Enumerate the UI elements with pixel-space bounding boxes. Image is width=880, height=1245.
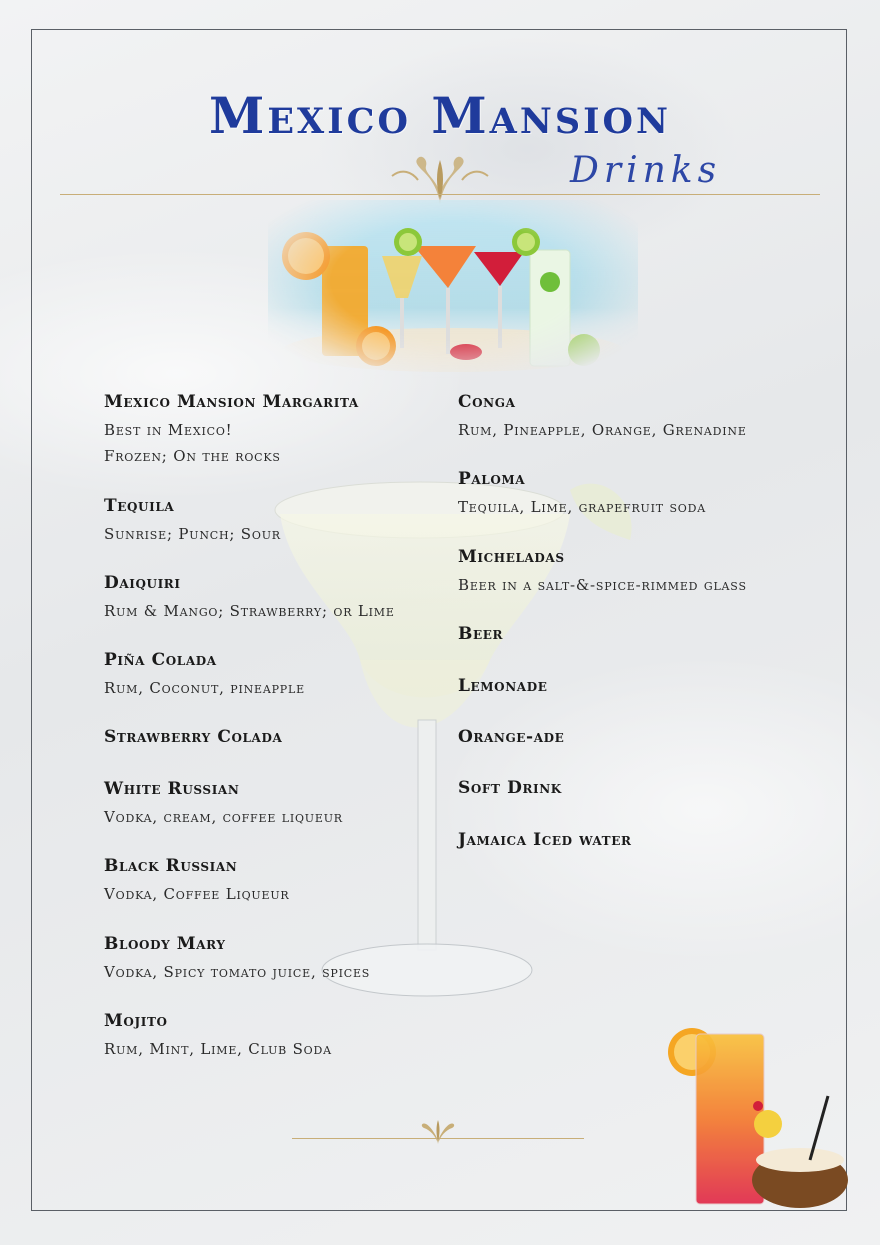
drink-name: Bloody Mary	[104, 934, 226, 954]
drink-description: Vodka, Coffee Liqueur	[104, 885, 290, 903]
menu-item-micheladas	[458, 547, 747, 598]
menu-item-mexico-mansion-margarita	[104, 392, 359, 469]
drink-name: Micheladas	[458, 547, 565, 567]
drink-name: White Russian	[104, 779, 240, 799]
drink-name: Orange-ade	[458, 727, 565, 747]
drink-name: Piña Colada	[104, 650, 217, 670]
drink-name: Beer	[458, 624, 504, 644]
drink-description: Rum, Coconut, pineapple	[104, 679, 305, 697]
menu-item-conga	[458, 392, 747, 443]
menu-item-jamaica-iced-water	[458, 830, 632, 850]
menu-item-mojito	[104, 1011, 332, 1062]
menu-item-orange-ade	[458, 727, 564, 747]
drink-description: Rum, Pineapple, Orange, Grenadine	[458, 421, 747, 439]
drink-name: Conga	[458, 392, 516, 412]
drink-description: Vodka, cream, coffee liqueur	[104, 808, 343, 826]
drink-name: Strawberry Colada	[104, 727, 283, 747]
menu-title: Mexico Mansion	[209, 86, 671, 145]
menu-item-tequila	[104, 496, 281, 547]
fleur-ornament-small-icon	[416, 1118, 460, 1146]
menu-item-paloma	[458, 469, 706, 520]
drink-name: Black Russian	[104, 856, 238, 876]
cocktails-beach-image	[268, 200, 638, 380]
menu-item-soft-drink	[458, 778, 562, 798]
drink-name: Tequila	[104, 496, 175, 516]
drink-name: Soft Drink	[458, 778, 562, 798]
drink-description: Rum & Mango; Strawberry; or Lime	[104, 602, 395, 620]
menu-subtitle: Drinks	[570, 150, 722, 191]
drink-name: Paloma	[458, 469, 526, 489]
drink-description: Vodka, Spicy tomato juice, spices	[104, 963, 371, 981]
drink-name: Mexico Mansion Margarita	[104, 392, 359, 412]
menu-item-lemonade	[458, 676, 547, 696]
drink-name: Daiquiri	[104, 573, 181, 593]
menu-item-black-russian	[104, 856, 290, 907]
drink-description: Tequila, Lime, grapefruit soda	[458, 498, 706, 516]
drink-description: Rum, Mint, Lime, Club Soda	[104, 1040, 332, 1058]
menu-item-bloody-mary	[104, 934, 370, 985]
menu-item-daiquiri	[104, 573, 395, 624]
drink-description: Beer in a salt-&-spice-rimmed glass	[458, 576, 747, 594]
menu-item-pina-colada	[104, 650, 305, 701]
header-divider	[60, 194, 820, 195]
tequila-sunrise-image	[664, 1020, 848, 1210]
drink-name: Mojito	[104, 1011, 168, 1031]
drink-name: Jamaica Iced water	[458, 830, 632, 850]
drink-description: Sunrise; Punch; Sour	[104, 525, 281, 543]
menu-item-strawberry-colada	[104, 727, 282, 747]
menu-item-white-russian	[104, 779, 343, 830]
drink-name: Lemonade	[458, 676, 548, 696]
fleur-ornament-icon	[388, 150, 492, 206]
drink-description: Best in Mexico!	[104, 421, 233, 439]
drink-description: Frozen; On the rocks	[104, 447, 281, 465]
menu-item-beer	[458, 624, 503, 644]
